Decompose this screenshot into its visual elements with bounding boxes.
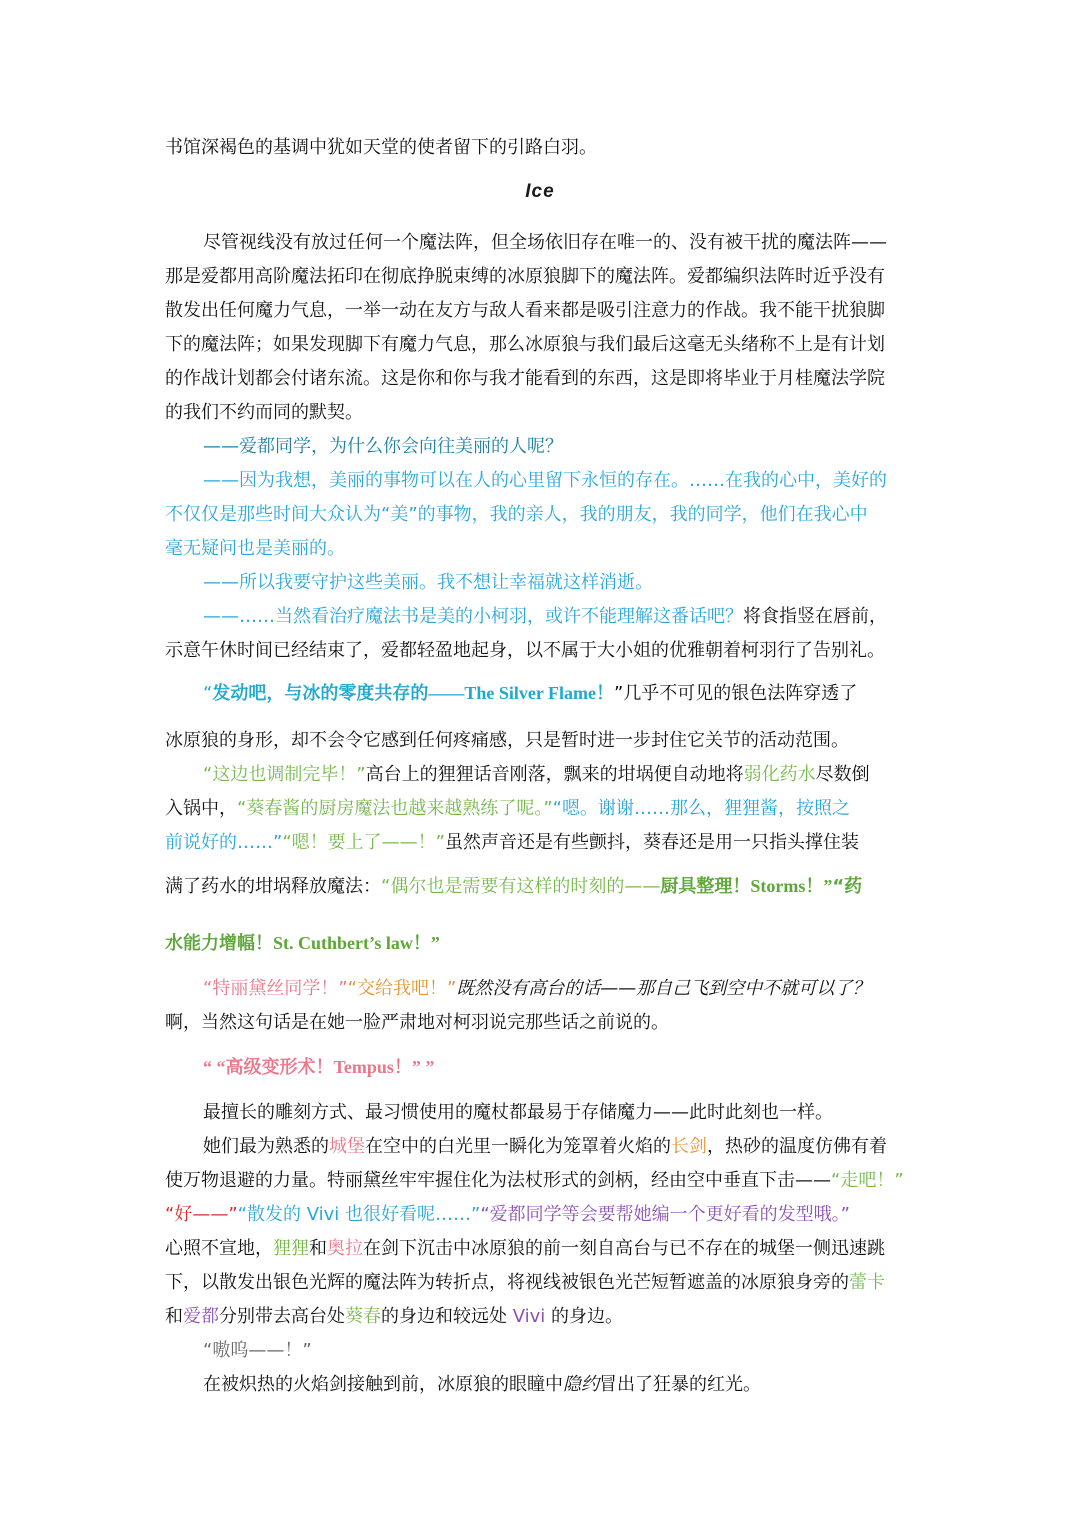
narration-text: 几乎不可见的银色法阵穿透了 [623,683,858,704]
narration-text: 在空中的白光里一瞬化为笼罩着火焰的 [365,1136,671,1157]
dialogue-text: “嗯！要上了——！” [282,832,445,853]
dialogue-text: “交给我吧！” [347,978,457,999]
dialogue-line [203,977,917,1001]
spell-st-cuthberts-law: 水能力增幅！St. Cuthbert’s law！” [165,933,440,953]
potion-line [165,874,917,899]
potion-line [165,831,917,855]
character-name: 葵春 [345,1306,381,1327]
paragraph-line [165,1237,917,1261]
paragraph-line: 最擅长的雕刻方式、最习惯使用的魔杖都最易于存储魔力——此时此刻也一样。 [203,1102,833,1123]
previous-paragraph-tail: 书馆深褐色的基调中犹如天堂的使者留下的引路白羽。 [165,137,597,158]
dialogue-text: ——……当然看治疗魔法书是美的小柯羽，或许不能理解这番话吧？ [203,606,743,627]
narration-text: 使万物退避的力量。特丽黛丝牢牢握住化为法杖形式的剑柄，经由空中垂直下击—— [165,1170,831,1191]
dialogue-text: “葵春酱的厨房魔法也越来越熟练了呢。” [237,798,553,819]
dialogue-text: “好——” [165,1204,238,1225]
narration-text: 尽数倒 [815,764,870,785]
character-name: 狸狸 [273,1238,309,1259]
narration-text: 下，以散发出银色光辉的魔法阵为转折点，将视线被银色光芒短暂遮盖的冰原狼身旁的 [165,1272,849,1293]
paragraph-line: 散发出任何魔力气息，一举一动在友方与敌人看来都是吸引注意力的作战。我不能干扰狼脚 [165,300,885,321]
dialogue-line [203,605,917,629]
narration-text: 入锅中， [165,798,237,819]
spell-line [203,681,917,706]
item-name: 弱化药水 [743,764,816,785]
paragraph-line [165,1305,917,1329]
quote-mark: “ [203,683,213,704]
paragraph-line [165,1169,917,1193]
spell-tempus: “ “高级变形术！Tempus！” ” [203,1057,435,1077]
italic-word: 隐约 [563,1374,599,1395]
dialogue-answer: 毫无疑问也是美丽的。 [165,538,345,559]
dialogue-question: ——爱都同学，为什么你会向往美丽的人呢？ [203,436,563,457]
narration-text: 的身边。 [551,1306,624,1327]
narration-text: 和 [309,1238,327,1259]
narration-line: 啊，当然这句话是在她一脸严肃地对柯羽说完那些话之前说的。 [165,1012,669,1033]
potion-line [165,797,917,821]
paragraph-line [165,1271,917,1295]
narration-text: 虽然声音还是有些颤抖，葵春还是用一只指头撑住装 [444,832,859,853]
narration-text: 高台上的狸狸话音刚落，飘来的坩埚便自动地将 [365,764,744,785]
narration-text: 在剑下沉击中冰原狼的前一刻自高台与已不存在的城堡一侧迅速跳 [363,1238,885,1259]
character-name: 爱都 [183,1306,219,1327]
narration-text: 和 [165,1306,183,1327]
character-name: 奥拉 [327,1238,363,1259]
character-name: 蕾卡 [849,1272,885,1293]
paragraph-line [203,1135,917,1159]
dialogue-text: “爱都同学等会要帮她编一个更好看的发型哦。” [480,1204,850,1225]
dialogue-text: “偶尔也是需要有这样的时刻的—— [381,876,661,897]
paragraph-line: 那是爱都用高阶魔法拓印在彻底挣脱束缚的冰原狼脚下的魔法阵。爱都编织法阵时近乎没有 [165,266,885,287]
narration-text: 将食指竖在唇前， [743,606,887,627]
paragraph-line: 尽管视线没有放过任何一个魔法阵，但全场依旧存在唯一的、没有被干扰的魔法阵—— [203,232,887,253]
spell-silver-flame: 发动吧，与冰的零度共存的——The Silver Flame！ [212,683,614,703]
dialogue-answer: 不仅仅是那些时间大众认为“美”的事物，我的亲人，我的朋友，我的同学，他们在我心中 [165,504,868,525]
narration-text: 满了药水的坩埚释放魔法： [165,876,381,897]
dialogue-answer: ——所以我要守护这些美丽。我不想让幸福就这样消逝。 [203,572,653,593]
narration-text: 在被炽热的火焰剑接触到前，冰原狼的眼瞳中 [203,1374,563,1395]
paragraph-line [203,1373,917,1397]
section-title: Ice [525,181,555,202]
item-name: 城堡 [329,1136,365,1157]
narration-text: 冒出了狂暴的红光。 [599,1374,761,1395]
dialogue-text: 前说好的……” [165,832,283,853]
dialogue-text: “药 [832,876,863,897]
dialogue-text: “特丽黛丝同学！” [203,978,348,999]
potion-line [203,763,917,787]
paragraph-line: 的我们不约而同的默契。 [165,402,363,423]
dialogue-answer: ——因为我想，美丽的事物可以在人的心里留下永恒的存在。……在我的心中，美好的 [203,470,887,491]
howl-line: “嗷呜——！” [203,1340,312,1361]
narration-text: ，热砂的温度仿佛有着 [707,1136,887,1157]
dialogue-text: “嗯。谢谢……那么，狸狸酱，按照之 [552,798,850,819]
narration-text: 心照不宣地， [165,1238,273,1259]
item-name: 长剑 [671,1136,707,1157]
paragraph-line [165,1203,917,1227]
paragraph-line: 下的魔法阵；如果发现脚下有魔力气息，那么冰原狼与我们最后这毫无头绪称不上是有计划 [165,334,885,355]
dialogue-text: “走吧！” [831,1170,904,1191]
quote-mark: ” [613,683,624,704]
narration-text: 她们最为熟悉的 [203,1136,329,1157]
dialogue-text: “散发的 Vivi 也很好看呢……” [237,1204,481,1225]
narration-line: 冰原狼的身形，却不会令它感到任何疼痛感，只是暂时进一步封住它关节的活动范围。 [165,730,849,751]
narration-text: 分别带去高台处 [219,1306,345,1327]
character-name: Vivi [507,1306,552,1327]
narration-line: 示意午休时间已经结束了，爱都轻盈地起身，以不属于大小姐的优雅朝着柯羽行了告别礼。 [165,640,885,661]
paragraph-line: 的作战计划都会付诸东流。这是你和你与我才能看到的东西，这是即将毕业于月桂魔法学院 [165,368,885,389]
italic-thought: 既然没有高台的话——那自己飞到空中不就可以了？ [456,978,871,999]
spell-storms: 厨具整理！Storms！” [660,876,833,896]
dialogue-text: “这边也调制完毕！” [203,764,366,785]
narration-text: 的身边和较远处 [381,1306,507,1327]
